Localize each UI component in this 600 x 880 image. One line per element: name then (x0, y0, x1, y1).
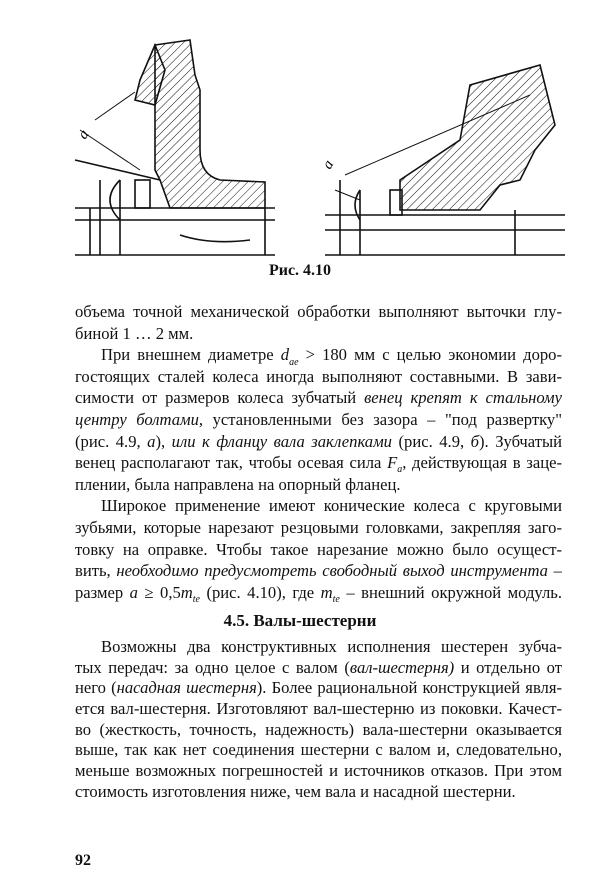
text-line: него (насадная шестерня). Более рациональной конструкцией явля- (75, 678, 562, 698)
text-line: центру болтами, установленными без зазора – "под развертку" (75, 409, 562, 429)
text-line: размер $a \ge 0,5m_{te}$ (рис. 4.10), где $m_{te}$ – внешний окружной модуль. (75, 582, 562, 606)
text-line: гостоящих сталей колеса иногда выполняют составными. В зави- (75, 366, 562, 386)
text-line: биной 1 … 2 мм. (75, 323, 194, 343)
section-text-1 (75, 301, 562, 606)
text-line: венец располагают так, чтобы осевая сила $F_a$, действующая в заце- (75, 453, 562, 476)
text-line: зубьями, которые нарезают резцовыми головками, закрепляя заго- (75, 517, 562, 537)
section-text-2 (75, 637, 562, 803)
figure-bevel-gear-drawings (60, 30, 570, 260)
text-line: вить, необходимо предусмотреть свободный выход инструмента – (75, 561, 562, 581)
text-line: ется вал-шестерня. Изготовляют вал-шестерню из поковки. Качест- (75, 699, 562, 719)
text-line: выше, так как нет соединения шестерни с валом и, следовательно, (75, 740, 562, 760)
text-line: Возможны два конструктивных исполнения шестерен зубча- (101, 637, 562, 656)
text-line: меньше возможных погрешностей и источников отказов. При этом (75, 761, 562, 781)
right-gear-drawing (325, 65, 565, 255)
page-number: 92 (75, 852, 91, 869)
left-gear-drawing (75, 40, 275, 255)
figure-label-left-a: a (75, 126, 93, 143)
text-line: во (жесткость, точность, надежность) вала-шестерни оказывается (75, 719, 562, 739)
section-heading: 4.5. Валы-шестерни (223, 611, 377, 630)
text-line: стоимость изготовления ниже, чем вала и насадной шестерни. (75, 781, 516, 801)
text-line: Широкое применение имеют конические колеса с круговыми (101, 496, 562, 516)
figure-label-right-a: a (319, 157, 338, 172)
text-line: плении, была направлена на опорный фланец. (75, 474, 401, 494)
text-line: симости от размеров колеса зубчатый венец крепят к стальному (75, 388, 562, 408)
text-line: При внешнем диаметре $d_{ae} > 180$ мм с целью экономии доро- (101, 345, 562, 368)
text-line: объема точной механической обработки выполняют выточки глу- (75, 302, 562, 321)
figure-caption: Рис. 4.10 (268, 262, 332, 279)
text-line: товку на оправке. Чтобы такое нарезание можно было осущест- (75, 539, 562, 559)
text-line: тых передач: за одно целое с валом (вал-шестерня) и отдельно от (75, 657, 562, 677)
text-line: (рис. 4.9, а), или к фланцу вала заклепками (рис. 4.9, б). Зубчатый (75, 431, 562, 451)
